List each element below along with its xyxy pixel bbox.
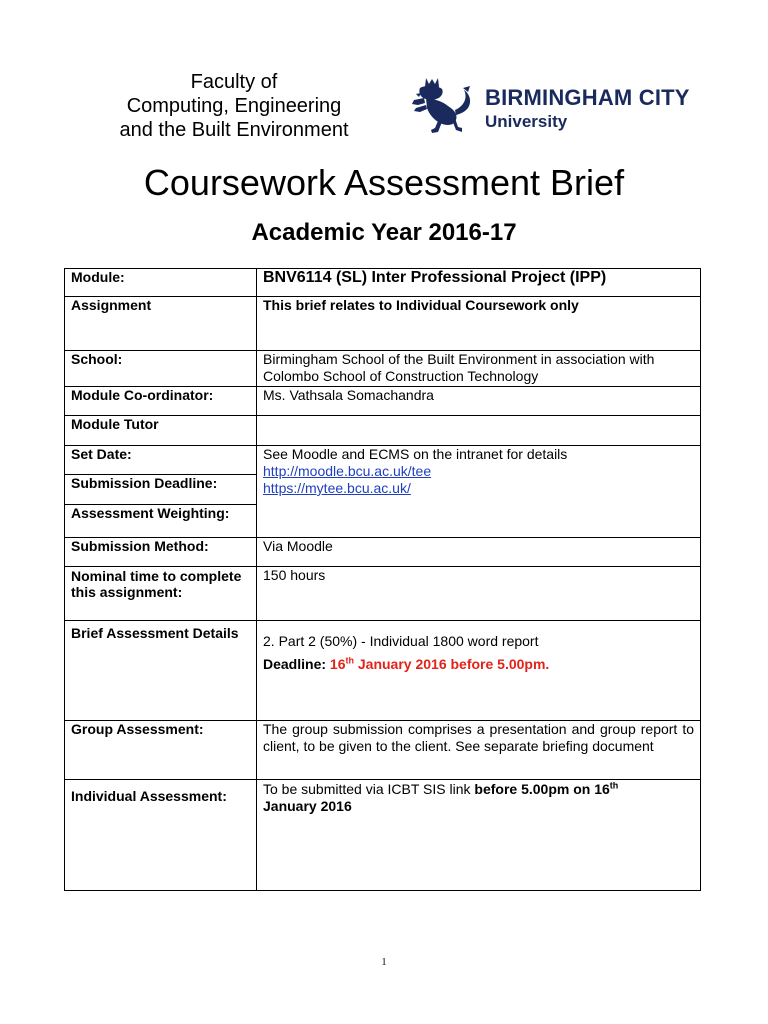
- table-row-brief-details: [65, 621, 701, 721]
- nominal-label: Nominal time to complete this assignment:: [65, 567, 257, 621]
- method-label: Submission Method:: [65, 538, 257, 567]
- method-value: Via Moodle: [257, 538, 701, 567]
- faculty-name: [96, 70, 372, 142]
- brief-details-label: Brief Assessment Details: [65, 621, 257, 721]
- deadline-label: Deadline:: [263, 656, 327, 672]
- set-date-label: Set Date:: [65, 446, 257, 475]
- nominal-value: 150 hours: [257, 567, 701, 621]
- module-label: Module:: [65, 269, 257, 297]
- coordinator-value: Ms. Vathsala Somachandra: [257, 387, 701, 416]
- brief-details-cell: [257, 621, 701, 721]
- table-row-coordinator: [65, 387, 701, 416]
- deadline-line: [263, 656, 694, 673]
- table-row-assignment: [65, 297, 701, 351]
- table-row-school: [65, 351, 701, 387]
- deadline-day-number: 16: [329, 656, 346, 672]
- table-row-nominal: [65, 567, 701, 621]
- deadline-day-suffix: th: [345, 655, 354, 666]
- individual-sup: th: [609, 780, 619, 791]
- individual-bold: before 5.00pm on 16: [474, 781, 610, 797]
- assignment-value: This brief relates to Individual Coursework only: [257, 297, 701, 351]
- individual-text: To be submitted via ICBT SIS link: [263, 781, 475, 797]
- table-row-tutor: [65, 416, 701, 446]
- assignment-label: Assignment: [65, 297, 257, 351]
- individual-bold-2: January 2016: [263, 798, 352, 814]
- deadline-day: [330, 656, 354, 672]
- page-number: 1: [381, 957, 387, 968]
- module-value: BNV6114 (SL) Inter Professional Project (IPP): [257, 269, 701, 297]
- individual-cell: [257, 780, 701, 891]
- deadline-value: January 2016 before 5.00pm.: [357, 656, 550, 672]
- academic-year: Academic Year 2016-17: [251, 219, 517, 246]
- group-value: The group submission comprises a presentation and group report to client, to be given to the client. See separate briefing document: [257, 721, 701, 780]
- faculty-line-2: Computing, Engineering: [126, 95, 342, 117]
- school-value: Birmingham School of the Built Environment in association with Colombo School of Construction Technology: [257, 351, 701, 387]
- dates-info-cell: [257, 446, 701, 538]
- brief-table: [64, 268, 701, 891]
- submission-deadline-label: Submission Deadline:: [65, 475, 257, 505]
- table-row-set-date: [65, 446, 701, 475]
- university-subtitle: University: [485, 112, 568, 131]
- lion-rampant-icon: [408, 76, 480, 136]
- assessment-weighting-label: Assessment Weighting:: [65, 505, 257, 538]
- table-row-module: [65, 269, 701, 297]
- faculty-line-3: and the Built Environment: [119, 119, 349, 141]
- document-title: Coursework Assessment Brief: [143, 162, 625, 203]
- group-label: Group Assessment:: [65, 721, 257, 780]
- mytee-link[interactable]: https://mytee.bcu.ac.uk/: [263, 480, 411, 496]
- table-row-method: [65, 538, 701, 567]
- dates-info-text: See Moodle and ECMS on the intranet for details: [263, 446, 568, 462]
- faculty-line-1: Faculty of: [190, 71, 278, 93]
- table-row-group: [65, 721, 701, 780]
- moodle-link[interactable]: http://moodle.bcu.ac.uk/tee: [263, 463, 432, 479]
- school-label: School:: [65, 351, 257, 387]
- table-row-individual: [65, 780, 701, 891]
- coordinator-label: Module Co-ordinator:: [65, 387, 257, 416]
- tutor-label: Module Tutor: [65, 416, 257, 446]
- tutor-value: [257, 416, 701, 446]
- university-name: BIRMINGHAM CITY: [485, 85, 690, 110]
- brief-part: 2. Part 2 (50%) - Individual 1800 word report: [263, 633, 539, 649]
- university-logo: [408, 76, 708, 136]
- individual-label: Individual Assessment:: [65, 780, 257, 891]
